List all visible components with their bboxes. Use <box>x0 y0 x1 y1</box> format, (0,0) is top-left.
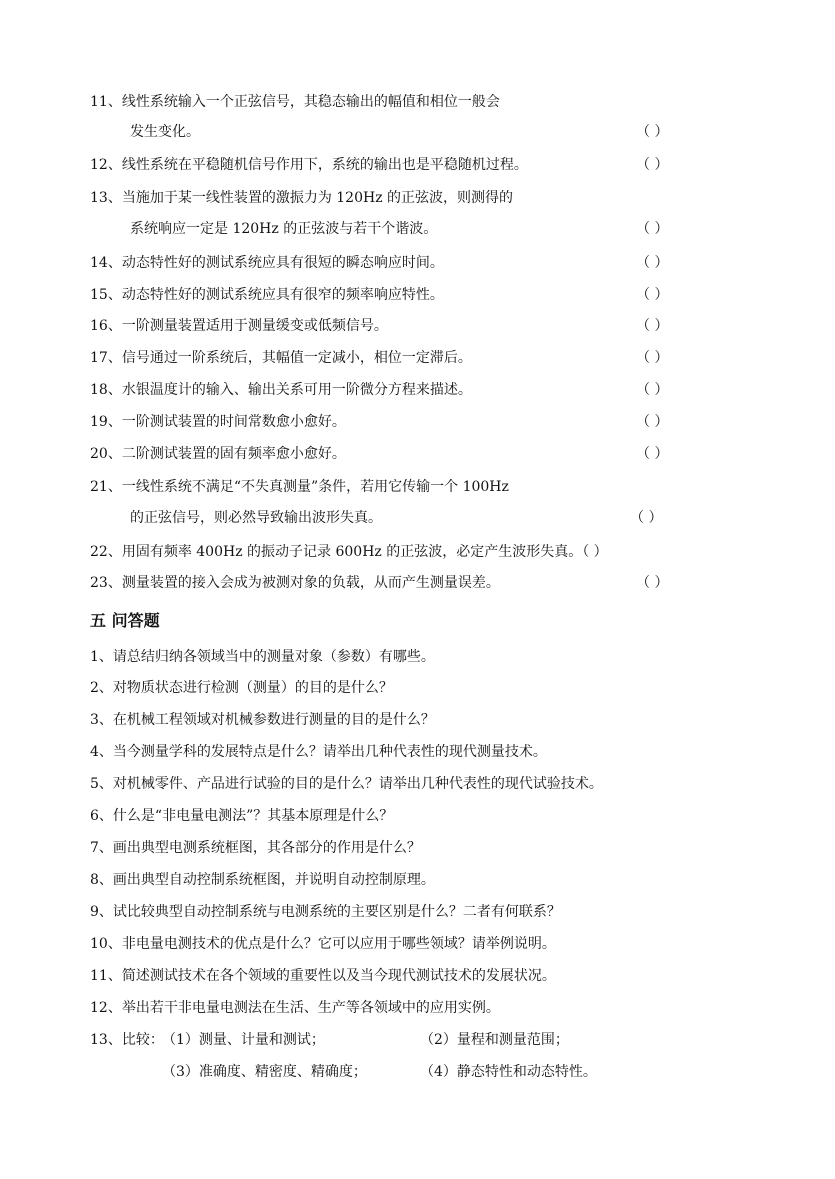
item-23-line-1: 23、测量装置的接入会成为被测对象的负载，从而产生测量误差。 <box>90 575 500 591</box>
question-8: 8、画出典型自动控制系统框图，并说明自动控制原理。 <box>90 872 435 888</box>
item-13-answer-blank[interactable]: （ ） <box>636 221 669 237</box>
item-21-answer-blank[interactable]: （ ） <box>630 510 663 526</box>
item-18-line-1: 18、水银温度计的输入、输出关系可用一阶微分方程来描述。 <box>90 382 472 398</box>
item-20-line-1: 20、二阶测试装置的固有频率愈小愈好。 <box>90 446 346 462</box>
question-4: 4、当今测量学科的发展特点是什么？请举出几种代表性的现代测量技术。 <box>90 744 547 760</box>
question-11: 11、简述测试技术在各个领域的重要性以及当今现代测试技术的发展状况。 <box>90 968 556 984</box>
question-12: 12、举出若干非电量电测法在生活、生产等各领域中的应用实例。 <box>90 1000 500 1016</box>
item-12-line-1: 12、线性系统在平稳随机信号作用下，系统的输出也是平稳随机过程。 <box>90 157 528 173</box>
question-13-part-1: （1）测量、计量和测试； <box>162 1032 325 1048</box>
question-3: 3、在机械工程领域对机械参数进行测量的目的是什么？ <box>90 712 435 728</box>
item-14-line-1: 14、动态特性好的测试系统应具有很短的瞬态响应时间。 <box>90 255 444 271</box>
item-12-answer-blank[interactable]: （ ） <box>636 157 669 173</box>
item-11-answer-blank[interactable]: （ ） <box>636 124 669 140</box>
item-13-line-2: 系统响应一定是 120Hz 的正弦波与若干个谐波。 <box>130 221 438 237</box>
question-1: 1、请总结归纳各领域当中的测量对象（参数）有哪些。 <box>90 649 435 665</box>
item-14-answer-blank[interactable]: （ ） <box>636 255 669 271</box>
item-22-line-1: 22、用固有频率 400Hz 的振动子记录 600Hz 的正弦波，必定产生波形失真。（ ） <box>90 544 608 560</box>
section-title: 五 问答题 <box>90 611 160 630</box>
item-21-line-1: 21、一线性系统不满足“不失真测量”条件，若用它传输一个 100Hz <box>90 479 509 495</box>
question-13-part-3: （3）准确度、精密度、精确度； <box>162 1064 367 1080</box>
item-16-line-1: 16、一阶测量装置适用于测量缓变或低频信号。 <box>90 318 388 334</box>
item-17-answer-blank[interactable]: （ ） <box>636 350 669 366</box>
item-11-line-1: 11、线性系统输入一个正弦信号，其稳态输出的幅值和相位一般会 <box>90 94 500 110</box>
item-17-line-1: 17、信号通过一阶系统后，其幅值一定减小，相位一定滞后。 <box>90 350 472 366</box>
question-5: 5、对机械零件、产品进行试验的目的是什么？请举出几种代表性的现代试验技术。 <box>90 776 603 792</box>
question-13-part-4: （4）静态特性和动态特性。 <box>420 1064 597 1080</box>
question-10: 10、非电量电测技术的优点是什么？它可以应用于哪些领域？请举例说明。 <box>90 936 556 952</box>
question-6: 6、什么是“非电量电测法”？其基本原理是什么？ <box>90 808 394 824</box>
item-19-line-1: 19、一阶测试装置的时间常数愈小愈好。 <box>90 414 346 430</box>
item-20-answer-blank[interactable]: （ ） <box>636 446 669 462</box>
item-21-line-2: 的正弦信号，则必然导致输出波形失真。 <box>130 510 382 526</box>
item-19-answer-blank[interactable]: （ ） <box>636 414 669 430</box>
item-13-line-1: 13、当施加于某一线性装置的激振力为 120Hz 的正弦波，则测得的 <box>90 190 514 206</box>
item-16-answer-blank[interactable]: （ ） <box>636 318 669 334</box>
question-2: 2、对物质状态进行检测（测量）的目的是什么？ <box>90 680 393 696</box>
item-11-line-2: 发生变化。 <box>130 124 200 140</box>
question-7: 7、画出典型电测系统框图，其各部分的作用是什么？ <box>90 840 421 856</box>
question-13-part-2: （2）量程和测量范围； <box>420 1032 569 1048</box>
item-18-answer-blank[interactable]: （ ） <box>636 382 669 398</box>
item-15-line-1: 15、动态特性好的测试系统应具有很窄的频率响应特性。 <box>90 287 444 303</box>
item-23-answer-blank[interactable]: （ ） <box>636 575 669 591</box>
question-13-prefix: 13、比较： <box>90 1032 164 1048</box>
item-15-answer-blank[interactable]: （ ） <box>636 287 669 303</box>
question-9: 9、试比较典型自动控制系统与电测系统的主要区别是什么？二者有何联系？ <box>90 904 561 920</box>
